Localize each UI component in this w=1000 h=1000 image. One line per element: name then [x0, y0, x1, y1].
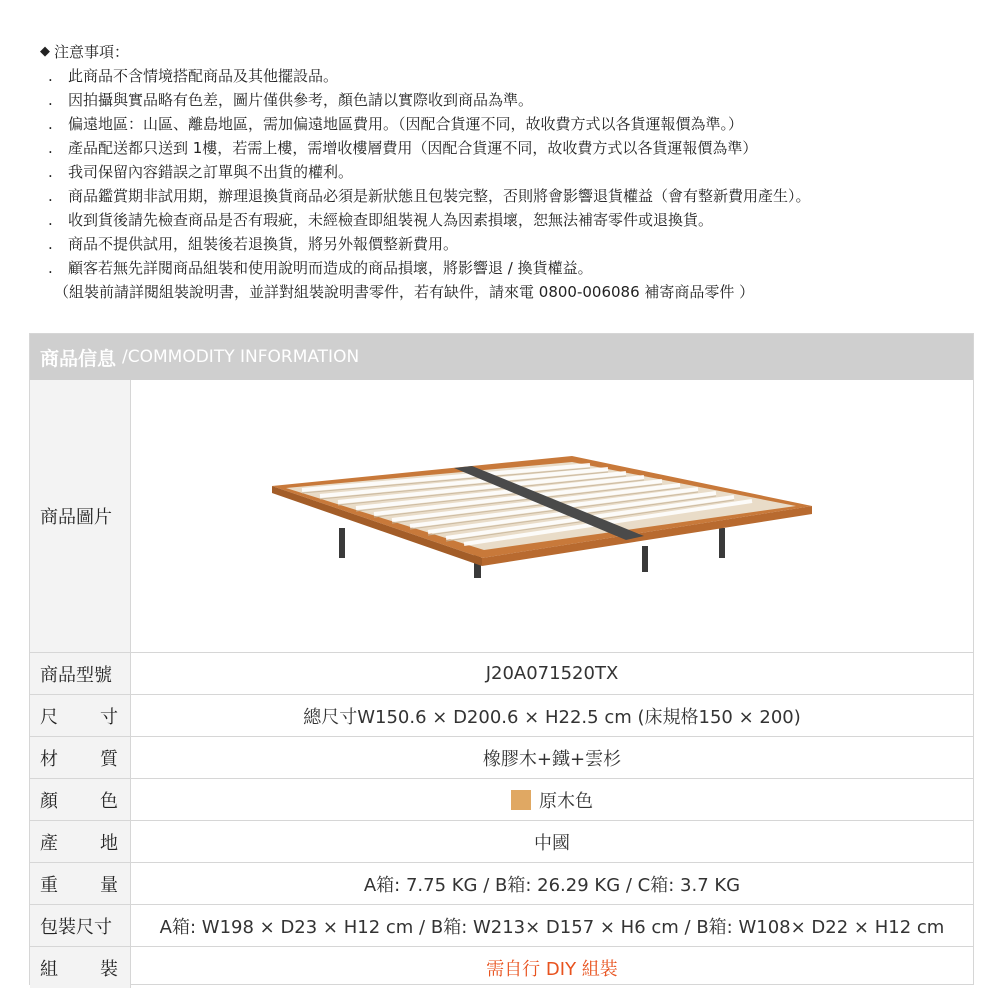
note-text: 顧客若無先詳閱商品組裝和使用說明而造成的商品損壞，將影響退 / 換貨權益。	[68, 259, 593, 277]
note-item	[40, 256, 980, 280]
note-text: 此商品不含情境搭配商品及其他擺設品。	[68, 67, 339, 85]
spec-row-assembly	[30, 946, 973, 988]
origin-label	[30, 821, 131, 862]
origin-label-b: 地	[100, 832, 118, 854]
spec-header-subtitle: /COMMODITY INFORMATION	[122, 347, 360, 367]
material-label-a: 材	[40, 748, 58, 770]
weight-value: A箱: 7.75 KG / B箱: 26.29 KG / C箱: 3.7 KG	[363, 874, 741, 896]
spec-row-material	[30, 736, 973, 778]
material-label-b: 質	[100, 748, 118, 770]
note-text: 收到貨後請先檢查商品是否有瑕疵，未經檢查即組裝視人為因素損壞，恕無法補寄零件或退換貨。	[68, 211, 714, 229]
bullet-icon: .	[48, 115, 53, 133]
notes-footer: （組裝前請詳閱組裝說明書，並詳對組裝說明書零件，若有缺件，請來電 0800-006086 補寄商品零件 ）	[54, 283, 755, 301]
weight-label-b: 量	[100, 874, 118, 896]
assembly-value: 需自行 DIY 組裝	[486, 958, 618, 980]
origin-value: 中國	[534, 832, 570, 854]
spec-header	[30, 334, 973, 380]
spec-row-weight	[30, 862, 973, 904]
package-label: 包裝尺寸	[30, 905, 131, 946]
color-label-b: 色	[100, 790, 118, 812]
note-text: 我司保留內容錯誤之訂單與不出貨的權利。	[68, 163, 354, 181]
bullet-icon: .	[48, 67, 53, 85]
spec-table	[29, 333, 974, 985]
note-text: 偏遠地區：山區、離島地區，需加偏遠地區費用。（因配合貨運不同，故收費方式以各貨運報價為準。）	[68, 115, 744, 133]
image-label: 商品圖片	[30, 380, 131, 652]
weight-label	[30, 863, 131, 904]
note-text: 產品配送都只送到 1樓，若需上樓，需增收樓層費用（因配合貨運不同，故收費方式以各貨運報價為準）	[68, 139, 758, 157]
spec-row-color	[30, 778, 973, 820]
note-item	[40, 112, 980, 136]
size-label-a: 尺	[40, 706, 58, 728]
bullet-icon: .	[48, 139, 53, 157]
product-image	[131, 380, 973, 652]
bullet-icon: .	[48, 211, 53, 229]
note-item	[40, 160, 980, 184]
note-item	[40, 184, 980, 208]
material-label	[30, 737, 131, 778]
spec-header-title: 商品信息	[40, 347, 117, 370]
bullet-icon: .	[48, 259, 53, 277]
note-item	[40, 208, 980, 232]
size-label	[30, 695, 131, 736]
note-text: 因拍攝與實品略有色差，圖片僅供參考，顏色請以實際收到商品為準。	[68, 91, 534, 109]
notes-section	[40, 40, 980, 304]
color-swatch	[511, 790, 531, 810]
bullet-icon: .	[48, 187, 53, 205]
note-item	[40, 232, 980, 256]
assembly-label-a: 組	[40, 958, 58, 980]
package-value: A箱: W198 × D23 × H12 cm / B箱: W213× D157 × H6 cm / B箱: W108× D22 × H12 cm	[159, 916, 945, 938]
assembly-label	[30, 947, 131, 988]
note-item	[40, 64, 980, 88]
bed-frame-illustration	[272, 446, 832, 586]
spec-row-package	[30, 904, 973, 946]
spec-row-size	[30, 694, 973, 736]
note-item	[40, 88, 980, 112]
bullet-icon: .	[48, 163, 53, 181]
bullet-icon: .	[48, 235, 53, 253]
size-label-b: 寸	[100, 706, 118, 728]
notes-title: 注意事項：	[54, 43, 130, 61]
spec-row-origin	[30, 820, 973, 862]
color-label	[30, 779, 131, 820]
material-value: 橡膠木+鐵+雲杉	[482, 748, 622, 770]
note-item	[40, 136, 980, 160]
weight-label-a: 重	[40, 874, 58, 896]
notes-title-row	[40, 40, 980, 64]
assembly-label-b: 裝	[100, 958, 118, 980]
color-value: 原木色	[539, 790, 593, 812]
spec-row-model	[30, 652, 973, 694]
model-label: 商品型號	[30, 653, 131, 694]
spec-row-image	[30, 380, 973, 652]
color-label-a: 顏	[40, 790, 58, 812]
note-text: 商品不提供試用，組裝後若退換貨，將另外報價整新費用。	[68, 235, 459, 253]
bullet-icon: .	[48, 91, 53, 109]
size-value: 總尺寸W150.6 × D200.6 × H22.5 cm (床規格150 × 200)	[303, 706, 801, 728]
diamond-icon: ◆	[40, 44, 50, 59]
color-value-cell	[131, 779, 973, 820]
origin-label-a: 產	[40, 832, 58, 854]
note-text: 商品鑑賞期非試用期，辦理退換貨商品必須是新狀態且包裝完整，否則將會影響退貨權益（會有整新費用產生）。	[68, 187, 811, 205]
model-value: J20A071520TX	[485, 663, 619, 684]
